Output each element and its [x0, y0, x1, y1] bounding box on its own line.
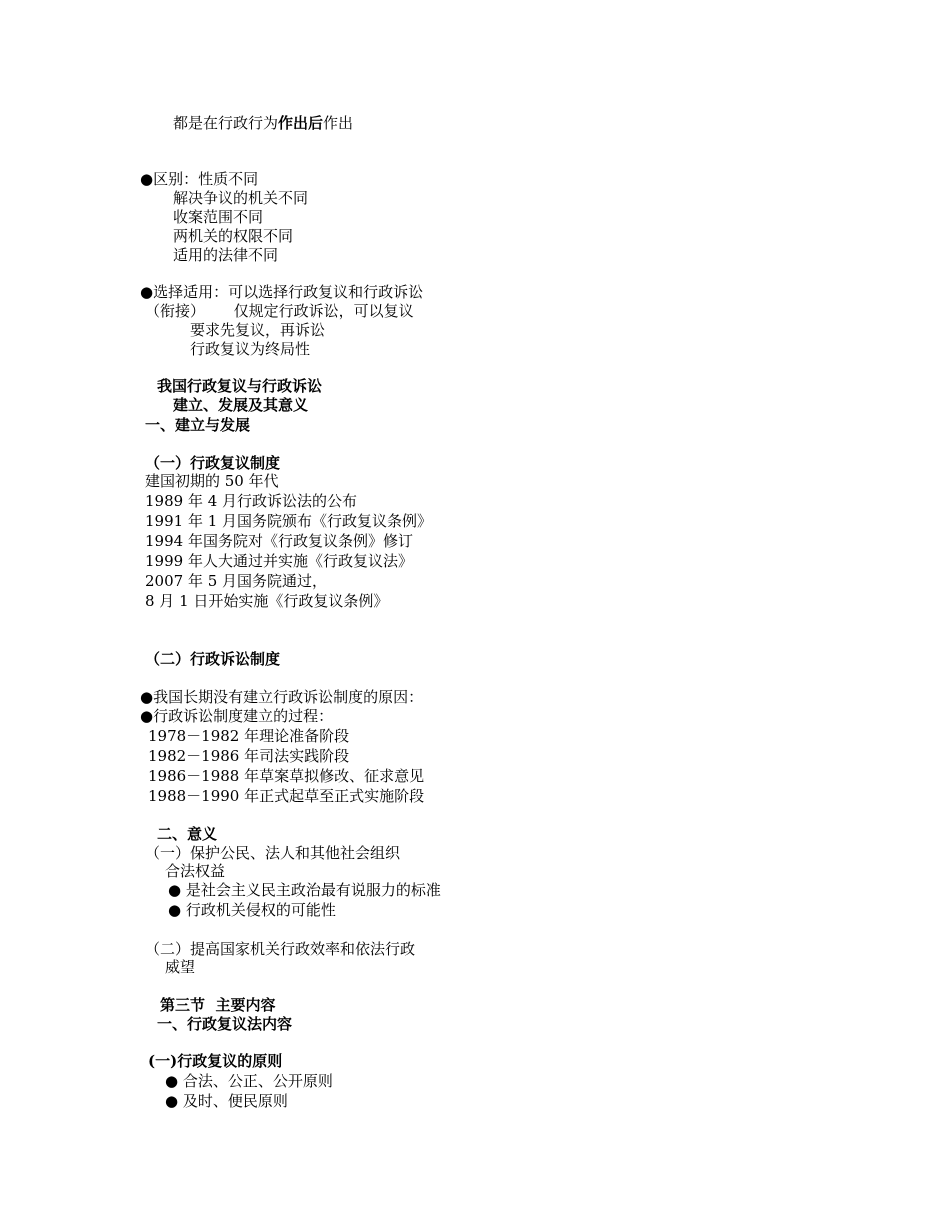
text-line: 解决争议的机关不同: [173, 189, 309, 207]
bullet-line: ●区别：性质不同: [140, 170, 259, 188]
text-line: 行政复议为终局性: [190, 340, 311, 358]
text-line: 1999 年人大通过并实施《行政复议法》: [145, 552, 413, 570]
heading: 一、建立与发展: [145, 416, 251, 434]
bullet-line: ●选择适用：可以选择行政复议和行政诉讼: [140, 283, 424, 301]
text-line: 1994 年国务院对《行政复议条例》修订: [145, 532, 413, 550]
text-line: 两机关的权限不同: [173, 227, 294, 245]
text-line: 1988－1990 年正式起草至正式实施阶段: [148, 787, 425, 805]
bold-fragment: 作出后: [278, 114, 324, 132]
text-line: （二）提高国家机关行政效率和依法行政: [145, 940, 416, 958]
bullet-line: ● 是社会主义民主政治最有说服力的标准: [168, 881, 441, 899]
text-fragment: 都是在行政行为: [173, 114, 279, 132]
text-line: 合法权益: [165, 862, 226, 880]
text-line: 要求先复议，再诉讼: [190, 321, 326, 339]
text-line: 适用的法律不同: [173, 246, 279, 264]
text-line: 1986－1988 年草案草拟修改、征求意见: [148, 767, 425, 785]
subheading: （一）行政复议制度: [145, 454, 281, 472]
heading: 二、意义: [157, 825, 218, 843]
text-line: 1982－1986 年司法实践阶段: [148, 747, 350, 765]
heading: 我国行政复议与行政诉讼: [157, 377, 323, 395]
bullet-line: ● 合法、公正、公开原则: [165, 1072, 333, 1090]
text-line: 1989 年 4 月行政诉讼法的公布: [145, 492, 358, 510]
text-line: （一）保护公民、法人和其他社会组织: [145, 844, 401, 862]
bullet-line: ●我国长期没有建立行政诉讼制度的原因：: [140, 688, 424, 706]
text-line: 威望: [165, 958, 196, 976]
text-line: [173, 114, 353, 133]
text-fragment: 作出: [323, 114, 354, 132]
text-line: （衔接） 仅规定行政诉讼，可以复议: [145, 302, 414, 320]
section-heading: 第三节 主要内容: [160, 996, 276, 1014]
text-line: 收案范围不同: [173, 208, 264, 226]
bullet-line: ●行政诉讼制度建立的过程：: [140, 707, 334, 725]
text-line: 建国初期的 50 年代: [145, 472, 279, 490]
text-line: 2007 年 5 月国务院通过，: [145, 572, 328, 590]
text-line: 1991 年 1 月国务院颁布《行政复议条例》: [145, 512, 433, 530]
subheading: （二）行政诉讼制度: [145, 650, 281, 668]
heading: 建立、发展及其意义: [173, 396, 309, 414]
text-line: 1978－1982 年理论准备阶段: [148, 727, 350, 745]
text-line: 8 月 1 日开始实施《行政复议条例》: [145, 592, 389, 610]
bullet-line: ● 行政机关侵权的可能性: [168, 901, 336, 919]
heading: 一、行政复议法内容: [157, 1015, 293, 1033]
bullet-line: ● 及时、便民原则: [165, 1092, 288, 1110]
subheading: (一)行政复议的原则: [148, 1052, 283, 1070]
